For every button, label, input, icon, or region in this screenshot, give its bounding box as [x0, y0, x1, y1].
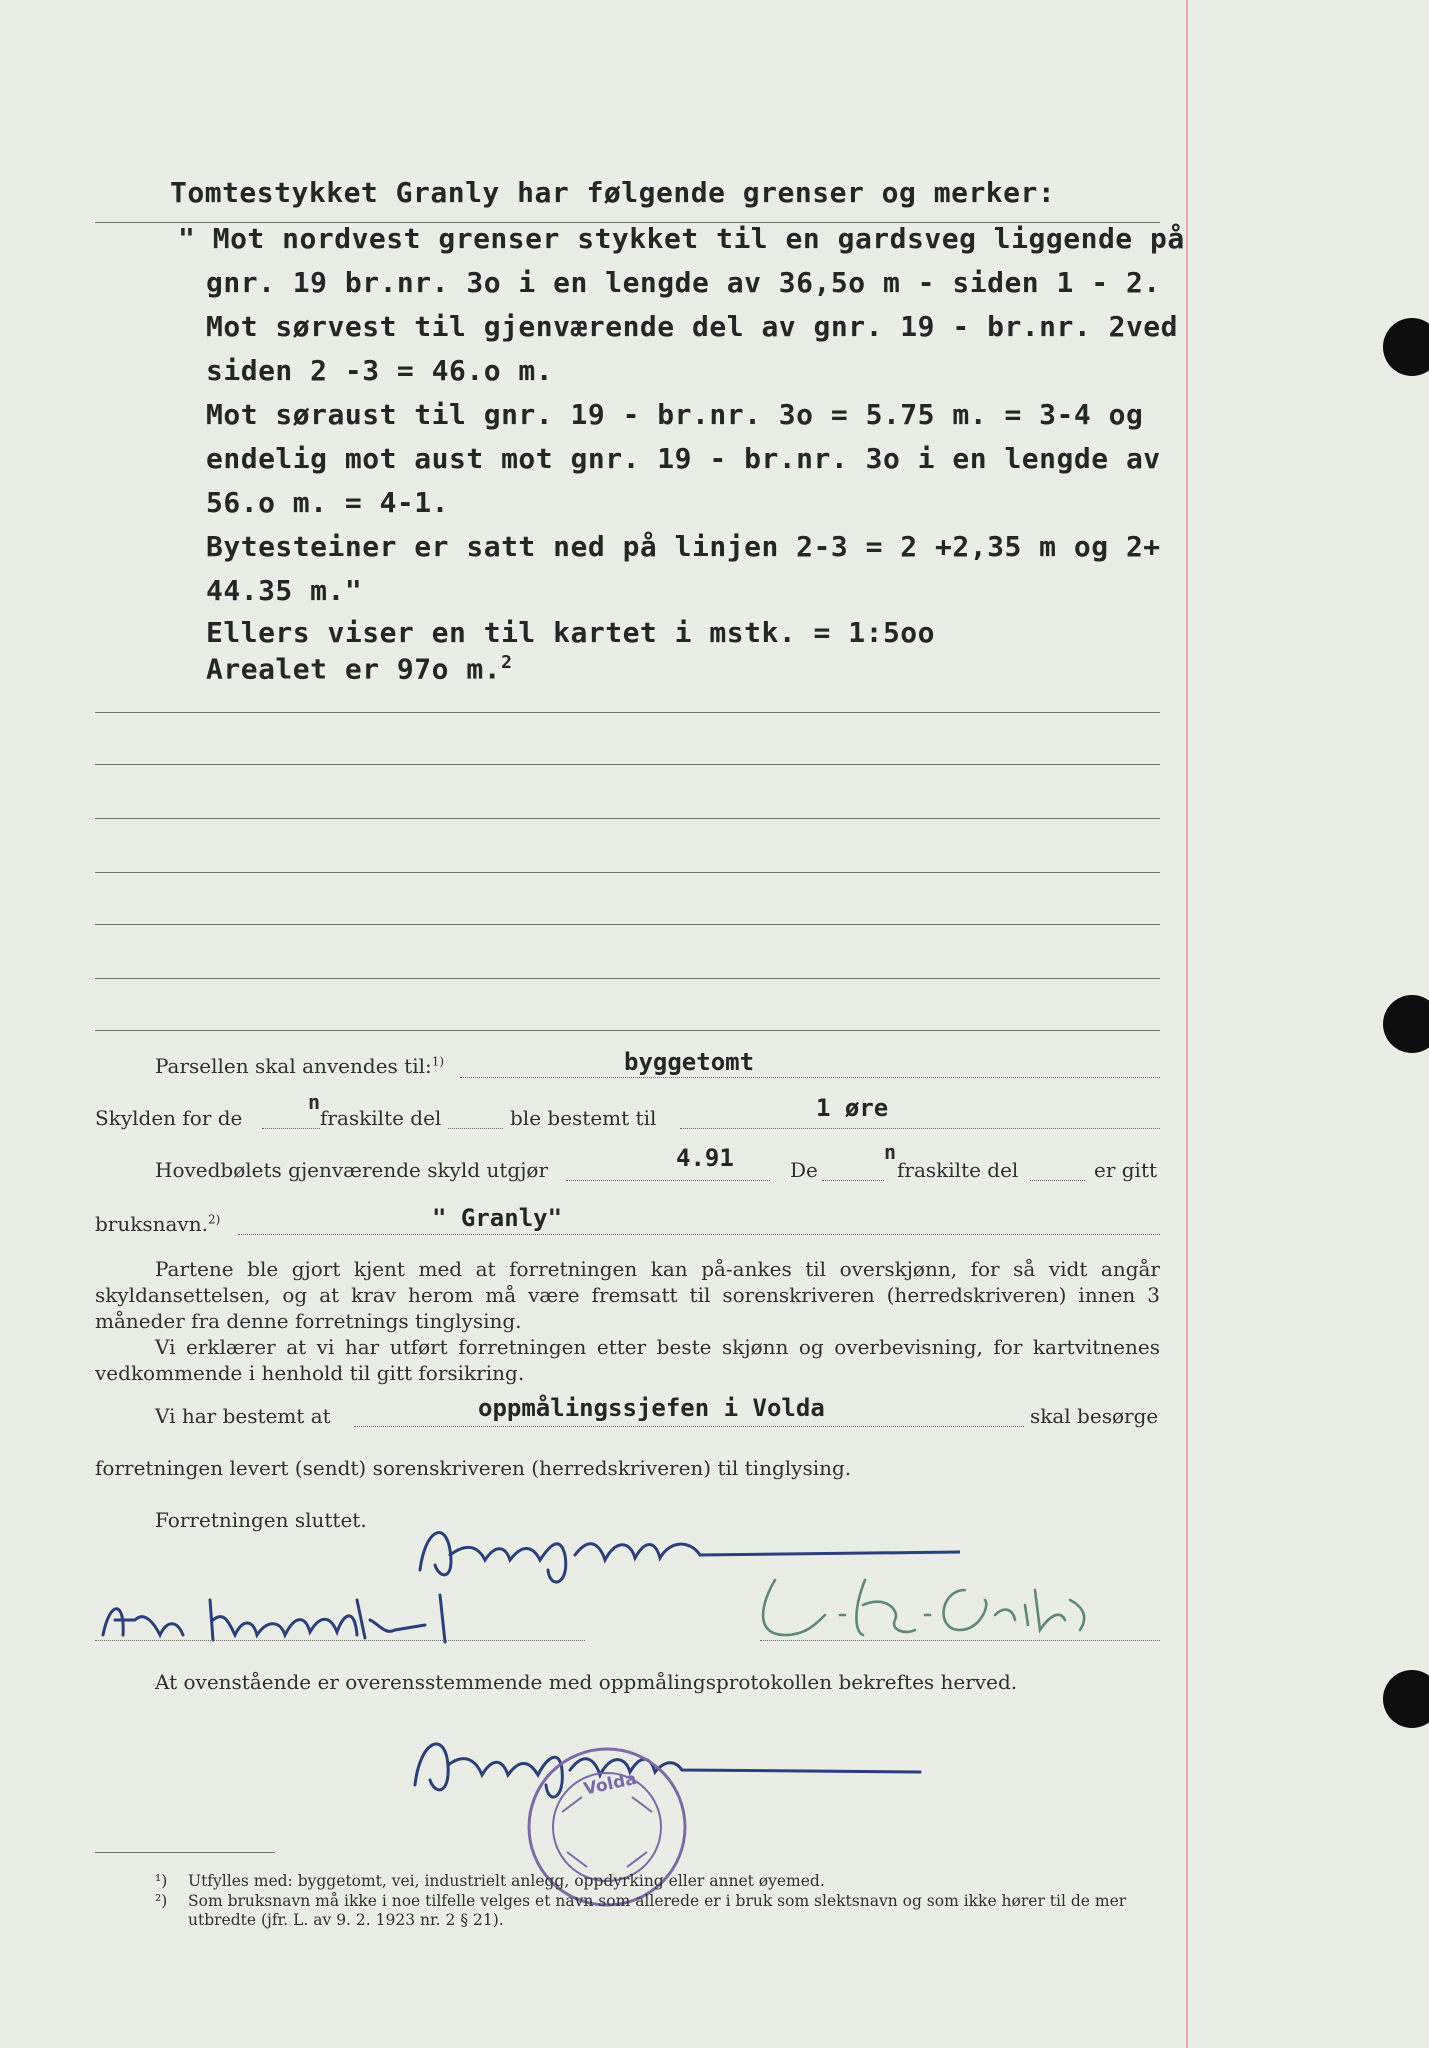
- signature-3: [745, 1565, 1095, 1645]
- skylden-dotted-3: [680, 1128, 1160, 1129]
- hoved-label-b: De: [790, 1158, 818, 1182]
- bestemt-label: Vi har bestemt at: [155, 1404, 331, 1428]
- parsellen-label-text: Parsellen skal anvendes til:: [155, 1054, 432, 1078]
- typed-line: endelig mot aust mot gnr. 19 - br.nr. 3o i en lengde av: [206, 442, 1161, 475]
- skylden-label-c: ble bestemt til: [510, 1106, 657, 1130]
- typed-line: Mot søraust til gnr. 19 - br.nr. 3o = 5.75 m. = 3-4 og: [206, 398, 1144, 431]
- typed-line: 56.o m. = 4-1.: [206, 486, 450, 519]
- typed-line: Ellers viser en til kartet i mstk. = 1:5oo: [206, 616, 936, 649]
- bruksnavn-note: 2): [207, 1212, 221, 1227]
- footnote-rule: [95, 1852, 275, 1853]
- levert-text: forretningen levert (sendt) sorenskriveren (herredskriveren) til tinglysing.: [95, 1456, 852, 1480]
- ruled-line: [95, 818, 1160, 819]
- typed-line: Mot sørvest til gjenværende del av gnr. 19 - br.nr. 2ved: [206, 310, 1179, 343]
- punch-hole-middle: [1383, 995, 1429, 1053]
- hoved-label-a: Hovedbølets gjenværende skyld utgjør: [155, 1158, 549, 1182]
- hoved-value: 4.91: [676, 1144, 734, 1172]
- paragraph-appeal: Partene ble gjort kjent med at forretningen kan på-ankes til overskjønn, for så vidt angår skyldansettelsen, og at krav herom må være fremsatt til sorenskriveren (herredskriveren) innen 3 måneder fra denne forretnings tinglysing.: [95, 1257, 1160, 1333]
- typed-line: Bytesteiner er satt ned på linjen 2-3 = 2 +2,35 m og 2+: [206, 530, 1161, 563]
- hoved-dotted-3: [1030, 1180, 1085, 1181]
- ruled-line: [95, 978, 1160, 979]
- bruksnavn-dotted-line: [238, 1234, 1160, 1235]
- typed-line: gnr. 19 br.nr. 3o i en lengde av 36,5o m - siden 1 - 2.: [206, 266, 1161, 299]
- stamp-text: Volda: [582, 1768, 639, 1800]
- skylden-label-b: fraskilte del: [320, 1106, 442, 1130]
- hoved-label-c: fraskilte del: [897, 1158, 1019, 1182]
- bestemt-label-b: skal besørge: [1030, 1404, 1159, 1428]
- punch-hole-top: [1383, 318, 1429, 376]
- ruled-line: [95, 1030, 1160, 1031]
- skylden-value: 1 øre: [816, 1094, 889, 1122]
- skylden-n: n: [308, 1090, 321, 1114]
- margin-line: [1186, 0, 1188, 2048]
- typed-line-heading: Tomtestykket Granly har følgende grenser og merker:: [170, 176, 1056, 209]
- hoved-label-d: er gitt: [1094, 1158, 1158, 1182]
- sluttet-text: Forretningen sluttet.: [155, 1508, 367, 1532]
- ruled-line: [95, 764, 1160, 765]
- area-text: Arealet er 97o m.: [206, 652, 502, 686]
- typed-line: " Mot nordvest grenser stykket til en gardsveg liggende på: [178, 222, 1185, 255]
- parsellen-note: 1): [431, 1054, 445, 1069]
- bestemt-dotted-line: [354, 1426, 1024, 1427]
- signature-line-left: [95, 1640, 585, 1641]
- ruled-line: [95, 872, 1160, 873]
- attest-text: At ovenstående er overensstemmende med oppmålingsprotokollen bekreftes herved.: [155, 1670, 1018, 1694]
- skylden-dotted-2: [448, 1128, 503, 1129]
- parsellen-label: [155, 1054, 444, 1078]
- signature-line-right: [760, 1640, 1160, 1641]
- area-superscript: 2: [501, 652, 513, 673]
- hoved-dotted-1: [566, 1180, 770, 1181]
- typed-line: 44.35 m.": [206, 574, 363, 607]
- skylden-dotted-1: [262, 1128, 320, 1129]
- hoved-n: n: [884, 1140, 897, 1164]
- punch-hole-bottom: [1383, 1670, 1429, 1728]
- typed-line-area: [206, 652, 512, 685]
- footnote-1-marker: ¹): [155, 1872, 168, 1890]
- bruksnavn-label: [95, 1212, 220, 1236]
- parsellen-dotted-line: [460, 1077, 1160, 1078]
- signature-2: [95, 1580, 515, 1660]
- ruled-line: [95, 712, 1160, 713]
- footnote-2: Som bruksnavn må ikke i noe tilfelle velges et navn som allerede er i bruk som slektsnavn og som ikke hører til de mer utbredte (jfr. L. av 9. 2. 1923 nr. 2 § 21).: [188, 1892, 1127, 1929]
- typed-line: siden 2 -3 = 46.o m.: [206, 354, 554, 387]
- bruksnavn-value: " Granly": [432, 1204, 563, 1232]
- ruled-line: [95, 924, 1160, 925]
- hoved-dotted-2: [822, 1180, 884, 1181]
- bruksnavn-label-text: bruksnavn.: [95, 1212, 208, 1236]
- footnote-1: Utfylles med: byggetomt, vei, industrielt anlegg, oppdyrking eller annet øyemed.: [188, 1872, 825, 1890]
- bestemt-value: oppmålingssjefen i Volda: [478, 1394, 825, 1422]
- footnote-2-marker: ²): [155, 1892, 168, 1910]
- parsellen-value: byggetomt: [624, 1048, 755, 1076]
- paragraph-declaration: Vi erklærer at vi har utført forretningen etter beste skjønn og overbevisning, for kartvitnenes vedkommende i henhold til gitt forsikring.: [95, 1335, 1160, 1385]
- skylden-label-a: Skylden for de: [95, 1106, 243, 1130]
